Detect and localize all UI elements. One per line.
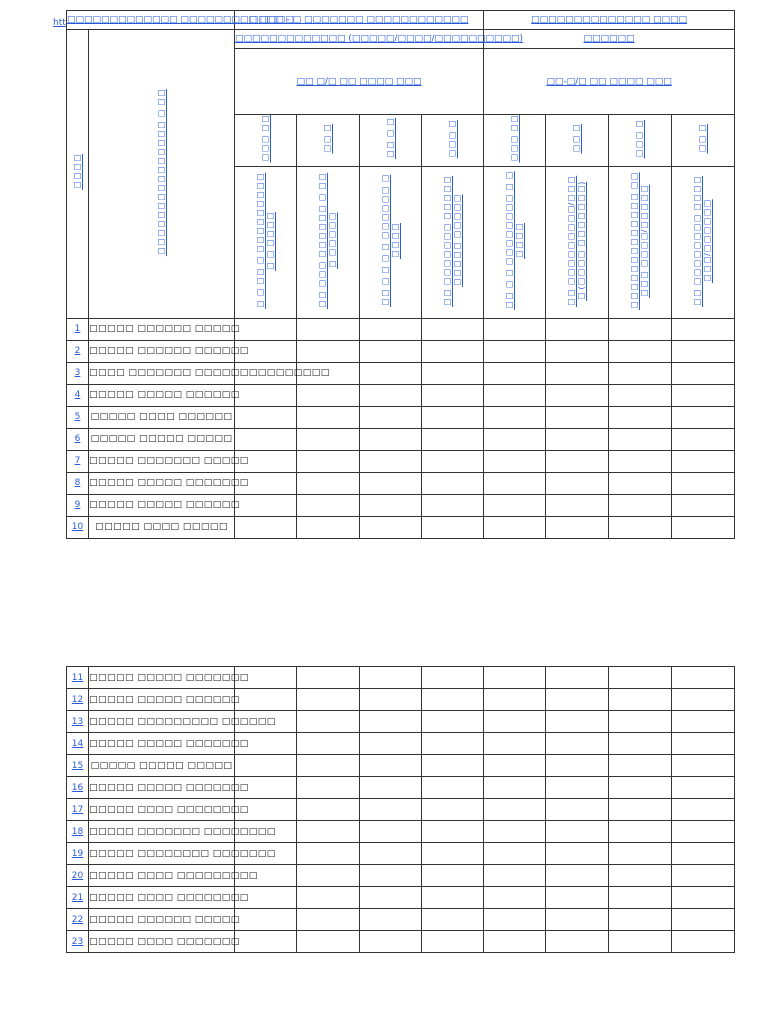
data-cell[interactable] [609,799,672,821]
row-name: □□□□□ □□□□□ □□□□□□□ [89,733,235,755]
row-name: □□□□□ □□□□ □□□□□□□□ [89,887,235,909]
row-number-link[interactable]: 20 [67,865,89,887]
data-cell[interactable] [422,777,484,799]
data-cell[interactable] [422,318,484,340]
row-number-link[interactable]: 14 [67,733,89,755]
data-cell[interactable] [360,516,422,538]
data-cell[interactable] [672,777,735,799]
col-code-1[interactable]: □□□ □□ [235,115,297,167]
data-cell[interactable] [484,909,546,931]
header-top-mid[interactable]: □□□□ - □ □□□□□□□ □□□□□□□□□□□□ [235,11,484,30]
row-name: □□□□□ □□□□□ □□□□□□ [89,494,235,516]
row-number-link[interactable]: 22 [67,909,89,931]
row-number-link[interactable]: 11 [67,667,89,689]
table-row [67,755,735,777]
data-cell[interactable] [546,777,609,799]
table-row [67,318,735,340]
data-cell[interactable] [360,428,422,450]
data-cell[interactable] [546,428,609,450]
data-cell[interactable] [609,472,672,494]
row-name: □□□□□ □□□□ □□□□□□□□□ [89,865,235,887]
data-cell[interactable] [672,821,735,843]
data-cell[interactable] [235,909,297,931]
data-cell[interactable] [360,340,422,362]
row-number-link[interactable]: 23 [67,931,89,953]
data-cell[interactable] [546,667,609,689]
data-cell[interactable] [609,406,672,428]
data-cell[interactable] [609,733,672,755]
data-cell[interactable] [297,733,360,755]
row-number-link[interactable]: 7 [67,450,89,472]
data-cell[interactable] [235,406,297,428]
data-cell[interactable] [422,516,484,538]
data-cell[interactable] [484,689,546,711]
data-cell[interactable] [609,428,672,450]
data-cell[interactable] [546,821,609,843]
data-cell[interactable] [546,755,609,777]
row-number-link[interactable]: 19 [67,843,89,865]
data-cell[interactable] [422,472,484,494]
data-cell[interactable] [360,711,422,733]
col-desc-8[interactable]: □□ □□□□□□□□ □□□□□□□/□□□□□□ [672,166,735,318]
row-number-link[interactable]: 15 [67,755,89,777]
data-cell[interactable] [546,711,609,733]
data-cell[interactable] [297,843,360,865]
col-code-4[interactable]: □□□ □ [422,115,484,167]
row-name: □□□□□ □□□□ □□□□□□ [89,406,235,428]
data-cell[interactable] [422,821,484,843]
row-name: □□□□□ □□□□ □□□□□□□ [89,931,235,953]
data-cell[interactable] [484,494,546,516]
table-row [67,865,735,887]
data-cell[interactable] [484,865,546,887]
data-cell[interactable] [484,821,546,843]
data-cell[interactable] [546,318,609,340]
data-cell[interactable] [609,711,672,733]
data-cell[interactable] [422,711,484,733]
data-cell[interactable] [672,711,735,733]
data-cell[interactable] [609,340,672,362]
data-cell[interactable] [484,755,546,777]
data-cell[interactable] [609,362,672,384]
group-header-right[interactable]: □□□□□□ [484,30,735,49]
data-cell[interactable] [484,406,546,428]
row-name: □□□□□ □□□□□□ □□□□□ [89,318,235,340]
data-cell[interactable] [609,516,672,538]
data-cell[interactable] [297,450,360,472]
group-header-left[interactable]: □□□□□□□□□□□□□ (□□□□□/□□□□/□□□□□□□□□□) [235,30,484,49]
table-row [67,340,735,362]
data-cell[interactable] [609,821,672,843]
data-cell[interactable] [672,667,735,689]
row-number-link[interactable]: 3 [67,362,89,384]
row-name: □□□□□ □□□□□□ □□□□□ [89,909,235,931]
row-number-link[interactable]: 6 [67,428,89,450]
row-number-link[interactable]: 16 [67,777,89,799]
data-cell[interactable] [297,799,360,821]
data-cell[interactable] [609,667,672,689]
row-name: □□□□□ □□□□□ □□□□□□□ [89,777,235,799]
row-number-link[interactable]: 2 [67,340,89,362]
data-cell[interactable] [360,909,422,931]
data-cell[interactable] [672,799,735,821]
col-code-2[interactable]: □□ □ [297,115,360,167]
sub-header-right[interactable]: □□-□/□ □□ □□□□ □□□ [484,49,735,115]
corner-link[interactable]: htt [53,18,66,28]
col-header-name[interactable]: □□□□□□□□□□□□□□□ □ □□ [89,30,235,319]
data-cell[interactable] [672,340,735,362]
data-cell[interactable] [360,472,422,494]
row-name: □□□□□ □□□□ □□□□□ [89,516,235,538]
row-name: □□□□□ □□□□□ □□□□□□□ [89,667,235,689]
data-cell[interactable] [422,340,484,362]
data-cell[interactable] [297,406,360,428]
data-cell[interactable] [546,799,609,821]
data-cell[interactable] [672,384,735,406]
table-row [67,843,735,865]
col-code-5[interactable]: □□□ □□ [484,115,546,167]
table-row [67,450,735,472]
data-cell[interactable] [546,931,609,953]
data-cell[interactable] [484,516,546,538]
data-cell[interactable] [297,318,360,340]
data-cell[interactable] [484,428,546,450]
data-cell[interactable] [672,494,735,516]
data-cell[interactable] [609,689,672,711]
data-cell[interactable] [672,909,735,931]
data-cell[interactable] [672,689,735,711]
data-cell[interactable] [360,362,422,384]
row-name: □□□□□ □□□□□□ □□□□□□ [89,340,235,362]
row-number-link[interactable]: 8 [67,472,89,494]
col-desc-1[interactable]: □ □ □□ □ □□□□□□□□□□ □ □□□□ [235,166,297,318]
data-cell[interactable] [297,711,360,733]
data-cell[interactable] [235,516,297,538]
data-cell[interactable] [484,472,546,494]
data-cell[interactable] [297,384,360,406]
data-cell[interactable] [422,689,484,711]
row-name: □□□□□ □□□□□□□□□ □□□□□□ [89,711,235,733]
data-cell[interactable] [360,931,422,953]
data-cell[interactable] [672,865,735,887]
data-cell[interactable] [546,384,609,406]
row-number-link[interactable]: 1 [67,318,89,340]
row-name: □□□□□ □□□□□ □□□□□ [89,755,235,777]
row-number-link[interactable]: 18 [67,821,89,843]
data-cell[interactable] [672,472,735,494]
data-cell[interactable] [546,689,609,711]
data-cell[interactable] [672,406,735,428]
row-name: □□□□□ □□□□□ □□□□□□ [89,384,235,406]
data-cell[interactable] [422,494,484,516]
data-cell[interactable] [672,516,735,538]
data-cell[interactable] [297,516,360,538]
data-cell[interactable] [546,843,609,865]
data-cell[interactable] [422,428,484,450]
data-cell[interactable] [484,318,546,340]
col-desc-7[interactable]: □□□□□□□□□□□□□ □□□□□ □□□□/□□□□□ [609,166,672,318]
row-number-link[interactable]: 5 [67,406,89,428]
header-table [66,10,735,539]
data-cell[interactable] [235,494,297,516]
col-desc-3[interactable]: □□ □ □ □ □ □□□□□□ □□□□□ [360,166,422,318]
data-cell[interactable] [360,887,422,909]
table-row [67,821,735,843]
data-cell[interactable] [484,777,546,799]
row-name: □□□□□ □□□□□ □□□□□ [89,428,235,450]
row-name: □□□□□ □□□□□ □□□□□□ [89,689,235,711]
data-cell[interactable] [672,428,735,450]
data-cell[interactable] [360,494,422,516]
col-code-3[interactable]: □□ □ □ [360,115,422,167]
data-cell[interactable] [422,406,484,428]
data-cell[interactable] [235,384,297,406]
data-cell[interactable] [297,777,360,799]
table-row [67,931,735,953]
data-cell[interactable] [672,450,735,472]
table-row [67,711,735,733]
table-row [67,384,735,406]
data-cell[interactable] [609,887,672,909]
data-cell[interactable] [672,318,735,340]
data-cell[interactable] [360,777,422,799]
table-row [67,887,735,909]
data-cell[interactable] [609,843,672,865]
data-cell[interactable] [609,909,672,931]
row-number-link[interactable]: 4 [67,384,89,406]
row-number-link[interactable]: 17 [67,799,89,821]
data-cell[interactable] [360,755,422,777]
data-cell[interactable] [484,362,546,384]
header-top-left[interactable]: □□□□□□□□□□□□□ □□□□□□□□□ □□□□ [67,11,235,30]
row-number-link[interactable]: 21 [67,887,89,909]
row-name: □□□□□ □□□□□□□ □□□□□□□□ [89,821,235,843]
data-cell[interactable] [422,865,484,887]
data-cell[interactable] [672,755,735,777]
data-cell[interactable] [672,733,735,755]
data-cell[interactable] [422,755,484,777]
data-cell[interactable] [360,733,422,755]
data-cell[interactable] [546,733,609,755]
table-row [67,799,735,821]
data-cell[interactable] [235,428,297,450]
data-cell[interactable] [484,450,546,472]
data-cell[interactable] [235,689,297,711]
sub-header-left[interactable]: □□ □/□ □□ □□□□ □□□ [235,49,484,115]
data-cell[interactable] [360,689,422,711]
data-cell[interactable] [546,450,609,472]
data-cell[interactable] [235,318,297,340]
data-cell[interactable] [672,362,735,384]
table-row [67,733,735,755]
data-cell[interactable] [546,865,609,887]
data-cell[interactable] [297,821,360,843]
data-cell[interactable] [422,887,484,909]
data-cell[interactable] [484,799,546,821]
col-code-8[interactable]: □□ □ [672,115,735,167]
data-cell[interactable] [360,799,422,821]
row-number-link[interactable]: 10 [67,516,89,538]
data-cell[interactable] [422,931,484,953]
data-cell[interactable] [422,799,484,821]
data-cell[interactable] [297,909,360,931]
data-cell[interactable] [484,931,546,953]
col-code-6[interactable]: □□ □ [546,115,609,167]
col-desc-5[interactable]: □□ □ □ □□□□□□□□ □ □□□□□ [484,166,546,318]
table-row [67,494,735,516]
data-cell[interactable] [484,340,546,362]
data-cell[interactable] [360,318,422,340]
data-cell[interactable] [422,450,484,472]
data-cell[interactable] [422,843,484,865]
data-cell[interactable] [360,843,422,865]
data-cell[interactable] [297,667,360,689]
data-cell[interactable] [609,494,672,516]
data-cell[interactable] [360,667,422,689]
table-row [67,516,735,538]
data-cell[interactable] [609,318,672,340]
col-desc-2[interactable]: □□ □□□ □□□□□□ □ □□□ □□□□□ [297,166,360,318]
data-cell[interactable] [484,667,546,689]
data-cell[interactable] [297,931,360,953]
row-name: □□□□□ □□□□ □□□□□□□□ [89,799,235,821]
row-number-link[interactable]: 13 [67,711,89,733]
data-cell[interactable] [235,931,297,953]
col-header-index[interactable]: □□□□ [67,30,89,319]
data-cell[interactable] [546,362,609,384]
row-name: □□□□□ □□□□□□□□ □□□□□□□ [89,843,235,865]
data-cell[interactable] [297,340,360,362]
col-desc-6[interactable]: □□ □□□□□□□□□/□□□□ (□□□□ □□□□□□□) [546,166,609,318]
header-top-right[interactable]: □□□□□□□□□□□□□□ □□□□ [484,11,735,30]
col-desc-4[interactable]: □□ □□□□□□□ □□□□□□□□□□ □□□□□ [422,166,484,318]
data-cell[interactable] [484,384,546,406]
table-row [67,667,735,689]
data-cell[interactable] [484,711,546,733]
data-cell[interactable] [360,865,422,887]
data-cell[interactable] [546,887,609,909]
data-cell[interactable] [546,340,609,362]
data-cell[interactable] [546,909,609,931]
data-cell[interactable] [297,472,360,494]
table-row [67,777,735,799]
data-cell[interactable] [422,733,484,755]
data-cell[interactable] [422,909,484,931]
data-cell[interactable] [672,931,735,953]
data-cell[interactable] [546,494,609,516]
row-number-link[interactable]: 12 [67,689,89,711]
data-cell[interactable] [235,755,297,777]
data-cell[interactable] [360,384,422,406]
data-cell[interactable] [546,406,609,428]
data-cell[interactable] [609,755,672,777]
data-cell[interactable] [297,428,360,450]
row-name: □□□□□ □□□□□ □□□□□□□ [89,472,235,494]
row-name: □□□□□ □□□□□□□ □□□□□ [89,450,235,472]
data-cell[interactable] [297,494,360,516]
continuation-table [66,666,735,953]
data-cell[interactable] [609,777,672,799]
row-name: □□□□ □□□□□□□ □□□□□□□□□□□□□□□ [89,362,235,384]
data-cell[interactable] [297,887,360,909]
data-cell[interactable] [546,472,609,494]
table-row [67,472,735,494]
data-cell[interactable] [297,689,360,711]
data-cell[interactable] [484,733,546,755]
data-cell[interactable] [609,450,672,472]
data-cell[interactable] [360,821,422,843]
data-cell[interactable] [422,362,484,384]
table-row [67,909,735,931]
data-cell[interactable] [546,516,609,538]
table-row [67,428,735,450]
table-row [67,362,735,384]
data-cell[interactable] [297,755,360,777]
table-row [67,689,735,711]
col-code-7[interactable]: □□□ □ [609,115,672,167]
data-cell[interactable] [360,406,422,428]
row-number-link[interactable]: 9 [67,494,89,516]
data-cell[interactable] [360,450,422,472]
data-cell[interactable] [672,887,735,909]
data-cell[interactable] [609,384,672,406]
table-row [67,406,735,428]
data-cell[interactable] [484,843,546,865]
data-cell[interactable] [422,667,484,689]
data-cell[interactable] [422,384,484,406]
data-cell[interactable] [609,931,672,953]
data-cell[interactable] [672,843,735,865]
data-cell[interactable] [609,865,672,887]
data-cell[interactable] [297,865,360,887]
data-cell[interactable] [484,887,546,909]
